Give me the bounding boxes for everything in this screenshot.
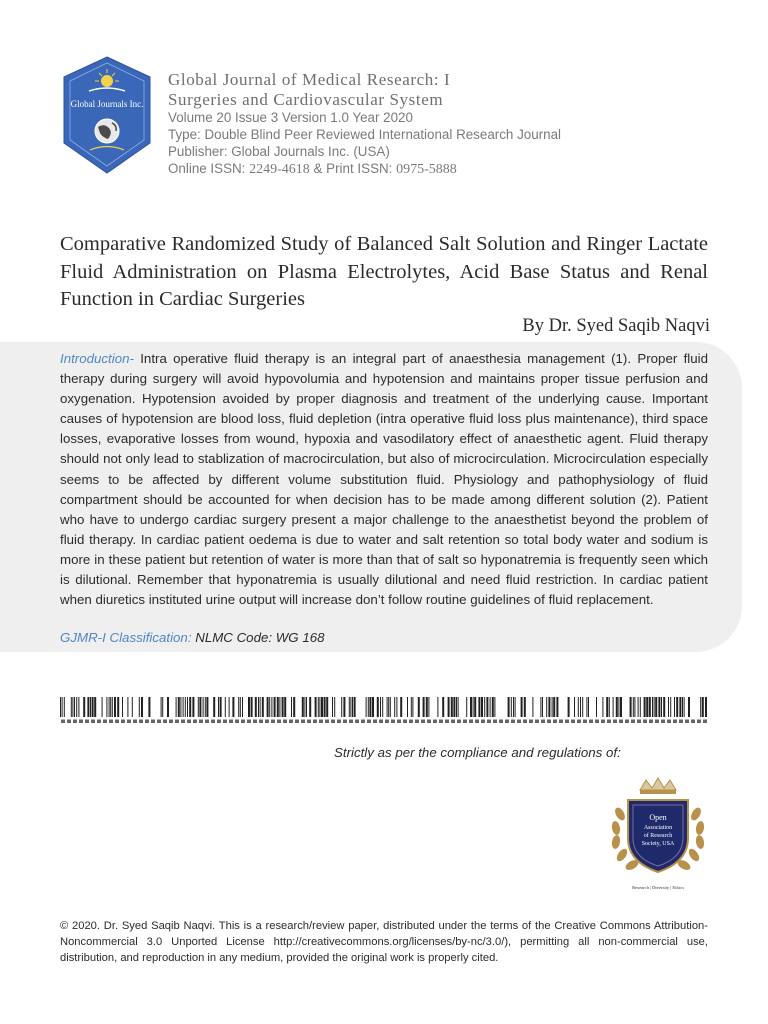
open-association-logo	[606, 774, 710, 896]
journal-title-line1: Global Journal of Medical Research: I	[168, 70, 451, 89]
logo-line-open: Open	[649, 813, 667, 822]
issn-print: 0975-5888	[396, 162, 457, 177]
logo-line-society: Society, USA	[641, 841, 675, 847]
globe-icon	[95, 119, 119, 143]
article-title: Comparative Randomized Study of Balanced Salt Solution and Ringer Lactate Fluid Administration on Plasma Electrolytes, Acid Base Status and Renal Function in Cardiac Surgeries	[60, 233, 708, 310]
logo-line-research: of Research	[643, 833, 673, 839]
global-journals-logo	[62, 55, 152, 175]
logo-tagline: Research | Diversity | Ethics	[632, 885, 684, 890]
barcode-icon	[60, 697, 708, 725]
issn-print-label: & Print ISSN:	[309, 161, 397, 176]
abstract-text	[60, 349, 708, 610]
compliance-text: Strictly as per the compliance and regulations of:	[334, 745, 621, 760]
logo-text: Global Journals Inc.	[70, 99, 144, 109]
journal-title-line2: Surgeries and Cardiovascular System	[168, 90, 444, 109]
classification-label: GJMR-I Classification:	[60, 630, 192, 645]
article-author: By Dr. Syed Saqib Naqvi	[522, 316, 710, 336]
volume-line: Volume 20 Issue 3 Version 1.0 Year 2020	[168, 110, 413, 125]
license-text: © 2020. Dr. Syed Saqib Naqvi. This is a research/review paper, distributed under the terms of the Creative Commons Attribution-Noncommercial 3.0 Unported License http://creativecommons.org/licenses/by-nc/3.0/), permitting all non-commercial use, distribution, and reproduction in any medium, provided the original work is properly cited.	[60, 920, 708, 964]
classification-value: NLMC Code: WG 168	[191, 630, 325, 645]
issn-online-label: Online ISSN:	[168, 161, 250, 176]
abstract-label: Introduction-	[60, 351, 134, 366]
type-line: Type: Double Blind Peer Reviewed International Research Journal	[168, 127, 562, 142]
classification-line	[60, 630, 325, 645]
logo-line-association: Association	[643, 825, 673, 831]
publisher-line: Publisher: Global Journals Inc. (USA)	[168, 144, 390, 159]
crown-icon	[640, 778, 676, 794]
abstract-body: Intra operative fluid therapy is an integral part of anaesthesia management (1). Proper fluid therapy during surgery will avoid hypovolumia and hypotension and maintains proper tissue perfusion and oxygenation. Hypotension avoided by proper diagnosis and treatment of the underlying cause. Important causes of hypotension are blood loss, fluid depletion (intra operative fluid loss plus maintenance), third space losses, evaporative losses from wound, hypoxia and vasodilatory effect of anaesthetic agent. Fluid therapy should not only lead to stablization of macrocirculation, but also of microcirculation. Microcirculation especially seems to be affected by different volume substitution fluid. Physiology and pathophysiology of fluid compartment should be accounted for when decision has to be made among different solution (2). Patient who have to undergo cardiac surgery present a major challenge to the anaesthetist beyond the problem of fluid therapy. In cardiac patient oedema is due to water and salt retention so total body water and sodium is more in these patient but retention of water is more than that of salt so hyponatremia is frequently seen which is dilutional. Remember that hyponatremia is usually dilutional and need fluid restriction. In cardiac patient when diuretics instituted urine output will increase don’t follow routine guidelines of fluid replacement.	[60, 351, 708, 608]
issn-line	[168, 161, 457, 178]
issn-online: 2249-4618	[249, 162, 310, 177]
